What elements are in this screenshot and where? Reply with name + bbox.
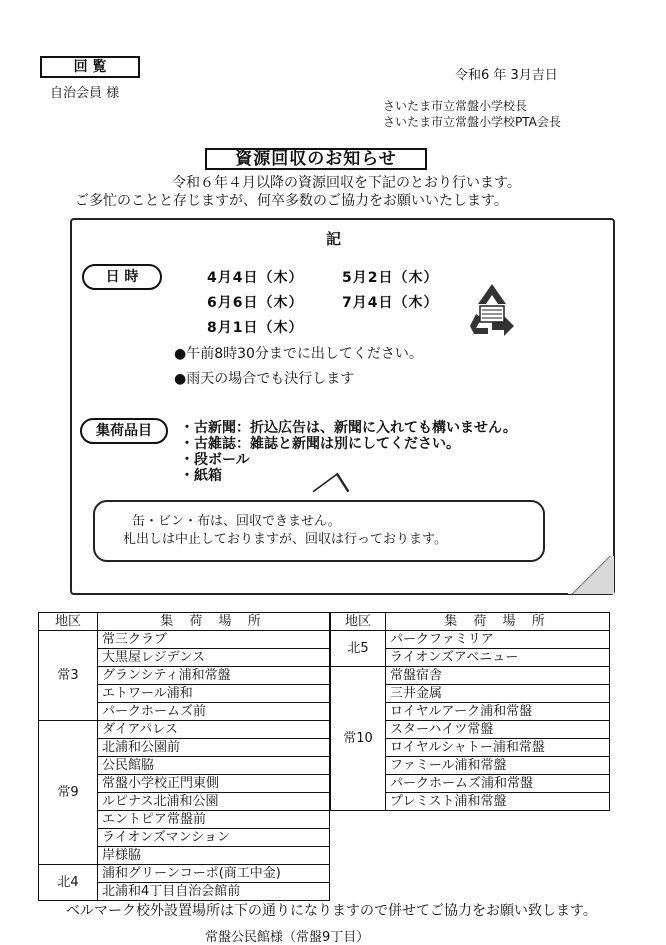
item-cardboard: ・段ボール bbox=[180, 452, 250, 468]
location-table-right bbox=[330, 612, 610, 811]
addressee: 自治会員 様 bbox=[50, 86, 120, 101]
place-cell: 公民館脇 bbox=[98, 757, 330, 775]
place-cell: ダイアパレス bbox=[98, 721, 330, 739]
table-row bbox=[39, 865, 330, 883]
callout-line-1: 缶・ビン・布は、回収できません。 bbox=[132, 514, 341, 529]
place-cell: パークファミリア bbox=[386, 631, 610, 649]
note-deadline: ●午前8時30分までに出してください。 bbox=[174, 346, 423, 362]
place-cell: ライオンズアベニュー bbox=[386, 649, 610, 667]
schedule-label: 日 時 bbox=[82, 264, 162, 290]
place-cell: ファミール浦和常盤 bbox=[386, 757, 610, 775]
table-row bbox=[331, 667, 610, 685]
location-table-left bbox=[38, 612, 330, 901]
recycle-icon bbox=[462, 282, 522, 338]
item-paper-box: ・紙箱 bbox=[180, 468, 222, 484]
table-row bbox=[331, 631, 610, 649]
place-cell: エントピア常盤前 bbox=[98, 811, 330, 829]
place-cell: エトワール浦和 bbox=[98, 685, 330, 703]
page-curl-decoration bbox=[568, 556, 614, 594]
date-1: 4月4日（木） bbox=[207, 270, 304, 286]
item-magazine: ・古雑誌：雑誌と新聞は別にしてください。 bbox=[180, 436, 460, 452]
place-cell: 岸様脇 bbox=[98, 847, 330, 865]
district-cell: 北5 bbox=[331, 631, 386, 667]
issue-date: 令和6 年 3月吉日 bbox=[455, 68, 558, 83]
table-row bbox=[39, 721, 330, 739]
district-cell: 常9 bbox=[39, 721, 98, 865]
place-cell: 北浦和4丁目自治会館前 bbox=[98, 883, 330, 901]
place-cell: 北浦和公園前 bbox=[98, 739, 330, 757]
place-cell: ロイヤルシャトー浦和常盤 bbox=[386, 739, 610, 757]
table-row bbox=[39, 631, 330, 649]
date-5: 8月1日（木） bbox=[207, 320, 304, 336]
items-label: 集荷品目 bbox=[80, 418, 168, 444]
district-cell: 北4 bbox=[39, 865, 98, 901]
place-cell: ルピナス北浦和公園 bbox=[98, 793, 330, 811]
table-header-row bbox=[39, 613, 330, 631]
place-cell: 常盤小学校正門東側 bbox=[98, 775, 330, 793]
item-newspaper: ・古新聞：折込広告は、新聞に入れても構いません。 bbox=[180, 420, 517, 436]
place-cell: パークホームズ前 bbox=[98, 703, 330, 721]
issuer-pta: さいたま市立常盤小学校PTA会長 bbox=[383, 115, 561, 129]
bellmark-location: 常盤公民館様（常盤9丁目） bbox=[205, 930, 370, 945]
header-district: 地区 bbox=[39, 613, 98, 631]
issuer-principal: さいたま市立常盤小学校長 bbox=[383, 99, 528, 113]
place-cell: ライオンズマンション bbox=[98, 829, 330, 847]
place-cell: ロイヤルアーク浦和常盤 bbox=[386, 703, 610, 721]
note-rain: ●雨天の場合でも決行します bbox=[174, 371, 355, 387]
district-cell: 常3 bbox=[39, 631, 98, 721]
page-title: 資源回収のお知らせ bbox=[205, 148, 427, 170]
intro-line-1: 令和６年４月以降の資源回収を下記のとおり行います。 bbox=[172, 175, 521, 191]
date-2: 5月2日（木） bbox=[342, 270, 439, 286]
table-header-row bbox=[331, 613, 610, 631]
place-cell: パークホームズ浦和常盤 bbox=[386, 775, 610, 793]
district-cell: 常10 bbox=[331, 667, 386, 811]
bellmark-notice: ベルマーク校外設置場所は下の通りになりますので併せてご協力をお願い致します。 bbox=[66, 903, 597, 919]
place-cell: 三井金属 bbox=[386, 685, 610, 703]
kairan-label: 回 覧 bbox=[40, 56, 140, 78]
place-cell: 浦和グリーンコーポ(商工中金) bbox=[98, 865, 330, 883]
header-district: 地区 bbox=[331, 613, 386, 631]
place-cell: グランシティ浦和常盤 bbox=[98, 667, 330, 685]
intro-line-2: ご多忙のことと存じますが、何卒多数のご協力をお願いいたします。 bbox=[75, 193, 508, 209]
callout-line-2: 札出しは中止しておりますが、回収は行っております。 bbox=[123, 532, 447, 547]
date-4: 7月4日（木） bbox=[342, 295, 439, 311]
place-cell: 常盤宿舎 bbox=[386, 667, 610, 685]
place-cell: スターハイツ常盤 bbox=[386, 721, 610, 739]
place-cell: 大黒屋レジデンス bbox=[98, 649, 330, 667]
place-cell: プレミスト浦和常盤 bbox=[386, 793, 610, 811]
date-3: 6月6日（木） bbox=[207, 295, 304, 311]
place-cell: 常三クラブ bbox=[98, 631, 330, 649]
ki-heading: 記 bbox=[326, 230, 342, 248]
header-location: 集 荷 場 所 bbox=[386, 613, 610, 631]
header-location: 集 荷 場 所 bbox=[98, 613, 330, 631]
